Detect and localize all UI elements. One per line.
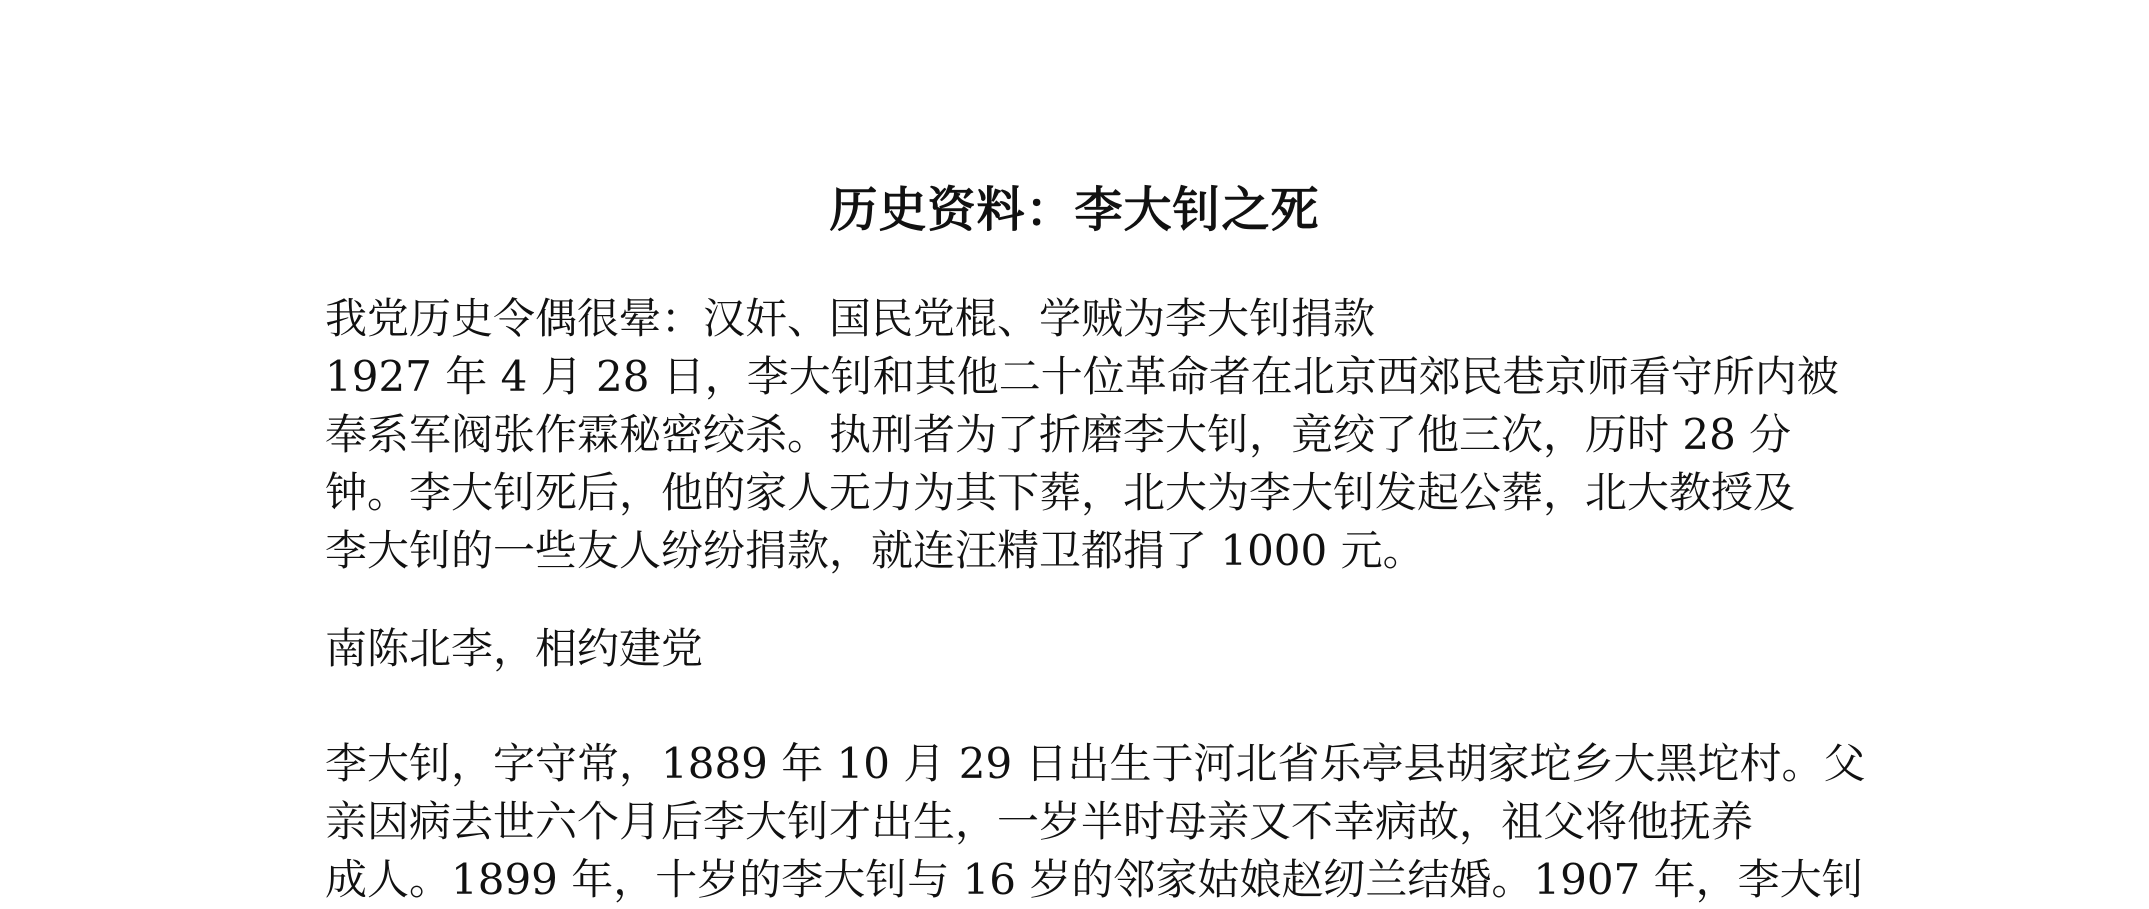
text-line: 南陈北李，相约建党 bbox=[325, 624, 704, 673]
text-line: 亲因病去世六个月后李大钊才出生，一岁半时母亲又不幸病故，祖父将他抚养 bbox=[325, 797, 1754, 846]
section-heading bbox=[325, 620, 1845, 678]
text-line: 我党历史令偶很晕：汉奸、国民党棍、学贼为李大钊捐款 bbox=[325, 294, 1376, 343]
text-line: 1927 年 4 月 28 日，李大钊和其他二十位革命者在北京西郊民巷京师看守所内被 bbox=[325, 352, 1839, 401]
paragraph-intro bbox=[325, 290, 1845, 580]
document-title: 历史资料：李大钊之死 bbox=[829, 182, 1320, 238]
paragraph-biography bbox=[325, 735, 1866, 909]
text-line: 李大钊的一些友人纷纷捐款，就连汪精卫都捐了 1000 元。 bbox=[325, 526, 1425, 575]
text-line: 成人。1899 年，十岁的李大钊与 16 岁的邻家姑娘赵纫兰结婚。1907 年，李大钊 bbox=[325, 855, 1864, 904]
text-line: 钟。李大钊死后，他的家人无力为其下葬，北大为李大钊发起公葬，北大教授及 bbox=[325, 468, 1796, 517]
text-line: 奉系军阀张作霖秘密绞杀。执刑者为了折磨李大钊，竟绞了他三次，历时 28 分 bbox=[325, 410, 1792, 459]
text-line: 李大钊，字守常，1889 年 10 月 29 日出生于河北省乐亭县胡家坨乡大黑坨村。父 bbox=[325, 739, 1866, 788]
